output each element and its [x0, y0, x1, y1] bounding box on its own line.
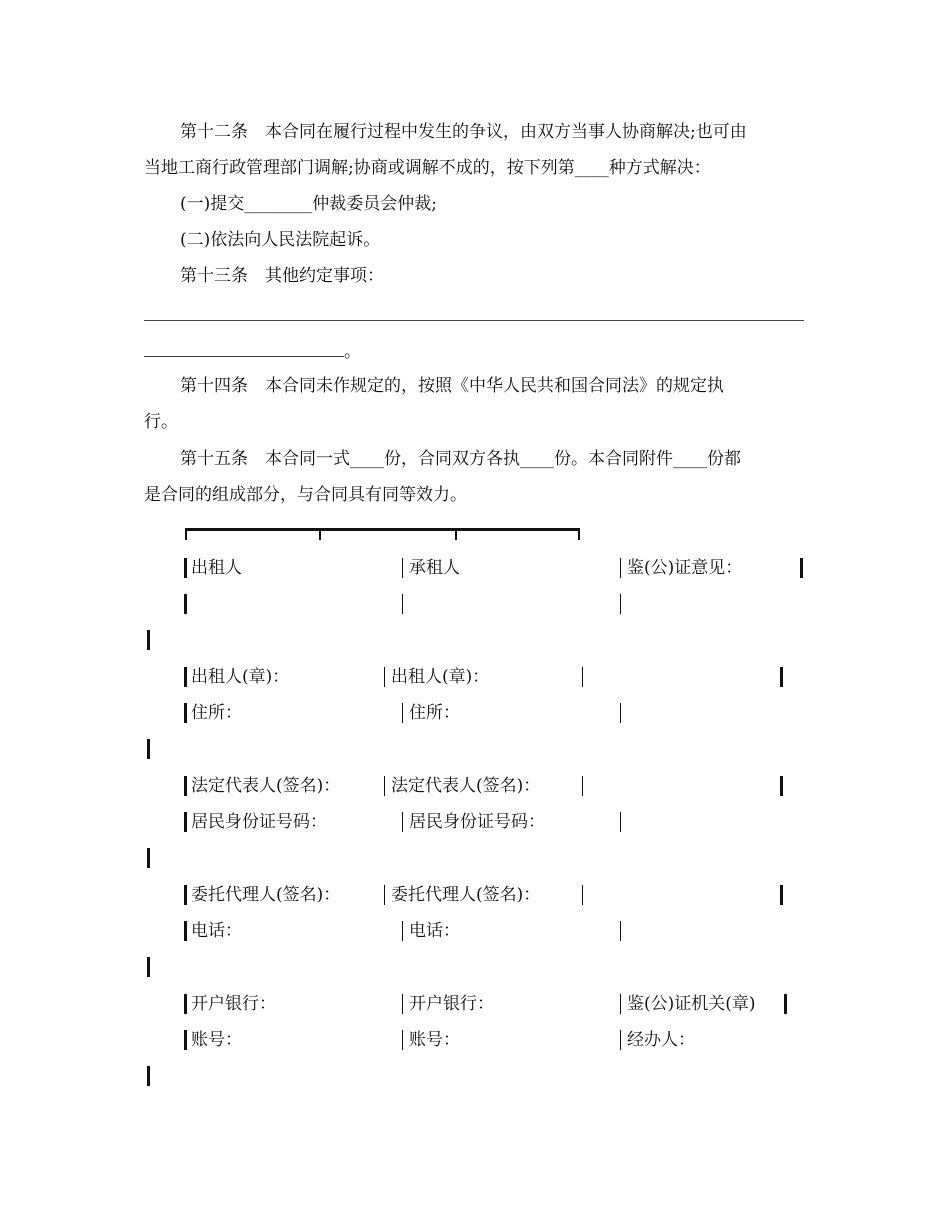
article-12-option-2: (二)依法向人民法院起诉。	[180, 230, 381, 250]
lessor-address-label: 住所：	[191, 703, 242, 723]
lessor-bank-label: 开户银行：	[191, 994, 276, 1014]
table-border	[800, 558, 803, 578]
table-border	[384, 885, 385, 905]
lessee-address-label: 住所：	[409, 703, 460, 723]
lessee-bank-label: 开户银行：	[409, 994, 494, 1014]
table-border	[402, 921, 403, 941]
lessee-legal-rep-label: 法定代表人(签名)：	[391, 776, 541, 796]
lessee-id-label: 居民身份证号码：	[409, 812, 545, 832]
table-border	[620, 994, 621, 1014]
table-border	[582, 667, 583, 687]
table-border	[384, 776, 385, 796]
table-border	[384, 667, 385, 687]
table-border	[402, 558, 403, 578]
lessor-agent-label: 委托代理人(签名)：	[191, 885, 341, 905]
table-border	[582, 776, 583, 796]
table-border	[184, 812, 187, 832]
table-tick	[319, 528, 321, 540]
table-border	[620, 594, 621, 614]
notary-opinion-header: 鉴(公)证意见：	[627, 558, 743, 578]
table-tick	[578, 528, 580, 540]
table-border	[620, 812, 621, 832]
lessor-phone-label: 电话：	[191, 921, 242, 941]
lessee-account-label: 账号：	[409, 1030, 460, 1050]
lessor-account-label: 账号：	[191, 1030, 242, 1050]
table-border	[184, 1030, 187, 1050]
table-border	[184, 558, 187, 578]
blank-line-2	[144, 356, 344, 357]
table-border	[784, 994, 787, 1014]
lessee-seal-label: 出租人(章)：	[391, 667, 490, 687]
table-border	[184, 776, 187, 796]
table-border	[620, 1030, 621, 1050]
table-border	[402, 1030, 403, 1050]
table-border	[620, 703, 621, 723]
table-border	[780, 885, 783, 905]
article-12-line-1: 第十二条 本合同在履行过程中发生的争议，由双方当事人协商解决;也可由	[180, 122, 747, 142]
table-border	[620, 558, 621, 578]
lessor-legal-rep-label: 法定代表人(签名)：	[191, 776, 341, 796]
notary-office-seal-label: 鉴(公)证机关(章)	[627, 994, 756, 1014]
table-border	[402, 994, 403, 1014]
table-border	[402, 594, 403, 614]
table-border	[582, 885, 583, 905]
table-border	[780, 667, 783, 687]
table-border	[184, 921, 187, 941]
table-border	[184, 994, 187, 1014]
table-border	[620, 921, 621, 941]
lessee-agent-label: 委托代理人(签名)：	[391, 885, 541, 905]
article-13-end: 。	[344, 342, 361, 362]
table-border	[147, 957, 150, 977]
table-border	[402, 812, 403, 832]
article-14-line-1: 第十四条 本合同未作规定的，按照《中华人民共和国合同法》的规定执	[180, 376, 724, 396]
lessor-seal-label: 出租人(章)：	[191, 667, 290, 687]
table-border	[147, 739, 150, 759]
article-14-line-2: 行。	[144, 412, 178, 432]
table-border	[184, 594, 187, 614]
table-tick	[185, 528, 187, 540]
table-border	[147, 1066, 150, 1086]
article-12-line-2: 当地工商行政管理部门调解;协商或调解不成的，按下列第____种方式解决：	[144, 158, 711, 178]
lessor-header: 出租人	[191, 558, 242, 578]
table-border	[780, 776, 783, 796]
table-border	[147, 848, 150, 868]
table-border	[402, 703, 403, 723]
lessee-phone-label: 电话：	[409, 921, 460, 941]
article-12-option-1: (一)提交________仲裁委员会仲裁;	[180, 194, 437, 214]
table-top-border	[185, 528, 580, 531]
handler-label: 经办人：	[627, 1030, 695, 1050]
lessor-id-label: 居民身份证号码：	[191, 812, 327, 832]
article-13: 第十三条 其他约定事项：	[180, 266, 384, 286]
table-border	[147, 630, 150, 650]
lessee-header: 承租人	[409, 558, 460, 578]
table-border	[184, 885, 187, 905]
table-border	[184, 703, 187, 723]
blank-line-1	[144, 320, 804, 321]
article-15-line-1: 第十五条 本合同一式____份，合同双方各执____份。本合同附件____份都	[180, 449, 741, 469]
article-15-line-2: 是合同的组成部分，与合同具有同等效力。	[144, 485, 467, 505]
table-border	[184, 667, 187, 687]
table-tick	[455, 528, 457, 540]
